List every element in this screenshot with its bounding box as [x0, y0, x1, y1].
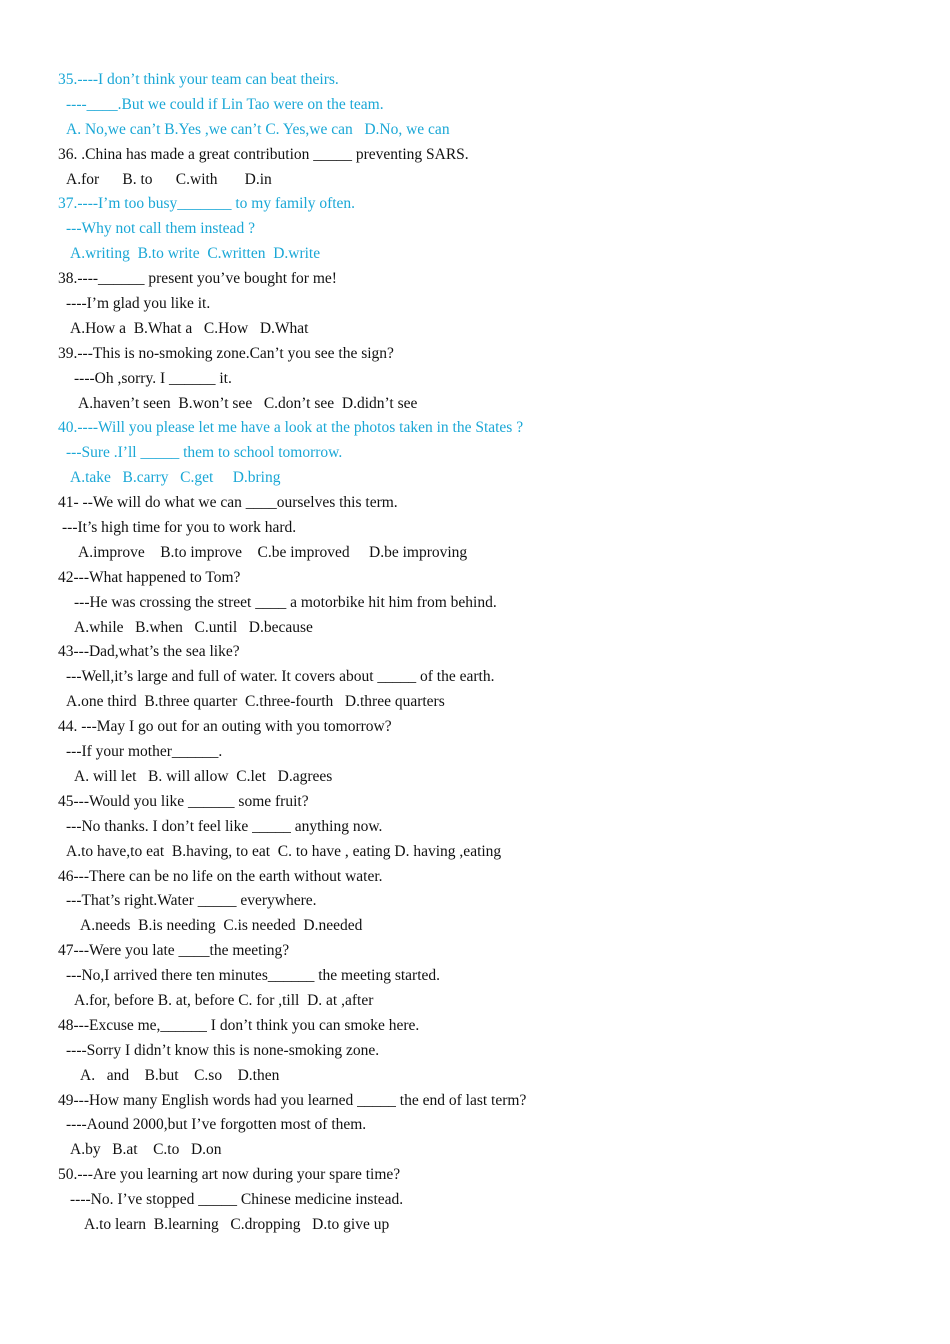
- question-line: 41- --We will do what we can ____ourselves this term.: [58, 494, 398, 512]
- question-line: 40.----Will you please let me have a look at the photos taken in the States ?: [58, 419, 524, 437]
- options-line: A.by B.at C.to D.on: [70, 1141, 222, 1159]
- answer-line: ---He was crossing the street ____ a motorbike hit him from behind.: [74, 593, 497, 611]
- question-line: 49---How many English words had you learned _____ the end of last term?: [58, 1091, 527, 1109]
- options-line: A.improve B.to improve C.be improved D.be improving: [78, 543, 468, 561]
- answer-line: ---Why not call them instead ?: [66, 220, 255, 238]
- answer-line: ---If your mother______.: [66, 743, 223, 761]
- question-line: 46---There can be no life on the earth without water.: [58, 867, 383, 885]
- question-line: 35.----I don’t think your team can beat theirs.: [58, 71, 339, 88]
- answer-line: ---Sure .I’ll _____ them to school tomorrow.: [66, 444, 343, 462]
- document-page: [58, 68, 918, 1238]
- options-line: A.for B. to C.with D.in: [66, 170, 272, 188]
- options-line: A.to have,to eat B.having, to eat C. to have , eating D. having ,eating: [66, 842, 502, 860]
- options-line: A.for, before B. at, before C. for ,till D. at ,after: [74, 991, 374, 1009]
- options-line: A.while B.when C.until D.because: [74, 618, 313, 636]
- options-line: A.take B.carry C.get D.bring: [70, 469, 281, 487]
- answer-line: ---No thanks. I don’t feel like _____ anything now.: [66, 817, 383, 835]
- answer-line: ---No,I arrived there ten minutes______ the meeting started.: [66, 967, 441, 985]
- options-line: A.writing B.to write C.written D.write: [70, 245, 321, 263]
- answer-line: ---It’s high time for you to work hard.: [62, 519, 297, 537]
- options-line: A.one third B.three quarter C.three-fourth D.three quarters: [66, 693, 445, 711]
- question-line: 39.---This is no-smoking zone.Can’t you see the sign?: [58, 344, 394, 362]
- answer-line: ----Sorry I didn’t know this is none-smoking zone.: [66, 1041, 380, 1059]
- question-line: 48---Excuse me,______ I don’t think you can smoke here.: [58, 1016, 420, 1034]
- options-line: A.haven’t seen B.won’t see C.don’t see D.didn’t see: [78, 394, 418, 412]
- question-line: 38.----______ present you’ve bought for me!: [58, 270, 337, 288]
- question-line: 45---Would you like ______ some fruit?: [58, 792, 309, 810]
- answer-line: ----No. I’ve stopped _____ Chinese medicine instead.: [70, 1191, 404, 1209]
- answer-line: ----____.But we could if Lin Tao were on the team.: [66, 95, 384, 113]
- answer-line: ----Aound 2000,but I’ve forgotten most of them.: [66, 1116, 367, 1134]
- answer-line: ----Oh ,sorry. I ______ it.: [74, 369, 232, 387]
- question-line: 42---What happened to Tom?: [58, 568, 241, 586]
- answer-line: ----I’m glad you like it.: [66, 295, 211, 313]
- question-line: 37.----I’m too busy_______ to my family often.: [58, 195, 356, 213]
- options-line: A. No,we can’t B.Yes ,we can’t C. Yes,we can D.No, we can: [66, 120, 450, 138]
- question-line: 50.---Are you learning art now during your spare time?: [58, 1166, 401, 1184]
- question-line: 47---Were you late ____the meeting?: [58, 942, 290, 960]
- answer-line: ---Well,it’s large and full of water. It covers about _____ of the earth.: [66, 668, 495, 686]
- question-line: 44. ---May I go out for an outing with you tomorrow?: [58, 718, 392, 736]
- options-line: A. and B.but C.so D.then: [80, 1066, 280, 1084]
- options-line: A.needs B.is needing C.is needed D.needed: [80, 917, 363, 935]
- answer-line: ---That’s right.Water _____ everywhere.: [66, 892, 317, 910]
- question-line: 36. .China has made a great contribution _____ preventing SARS.: [58, 145, 469, 163]
- options-line: A. will let B. will allow C.let D.agrees: [74, 767, 333, 785]
- question-line: 43---Dad,what’s the sea like?: [58, 643, 240, 661]
- options-line: A.How a B.What a C.How D.What: [70, 319, 309, 337]
- options-line: A.to learn B.learning C.dropping D.to give up: [84, 1215, 390, 1233]
